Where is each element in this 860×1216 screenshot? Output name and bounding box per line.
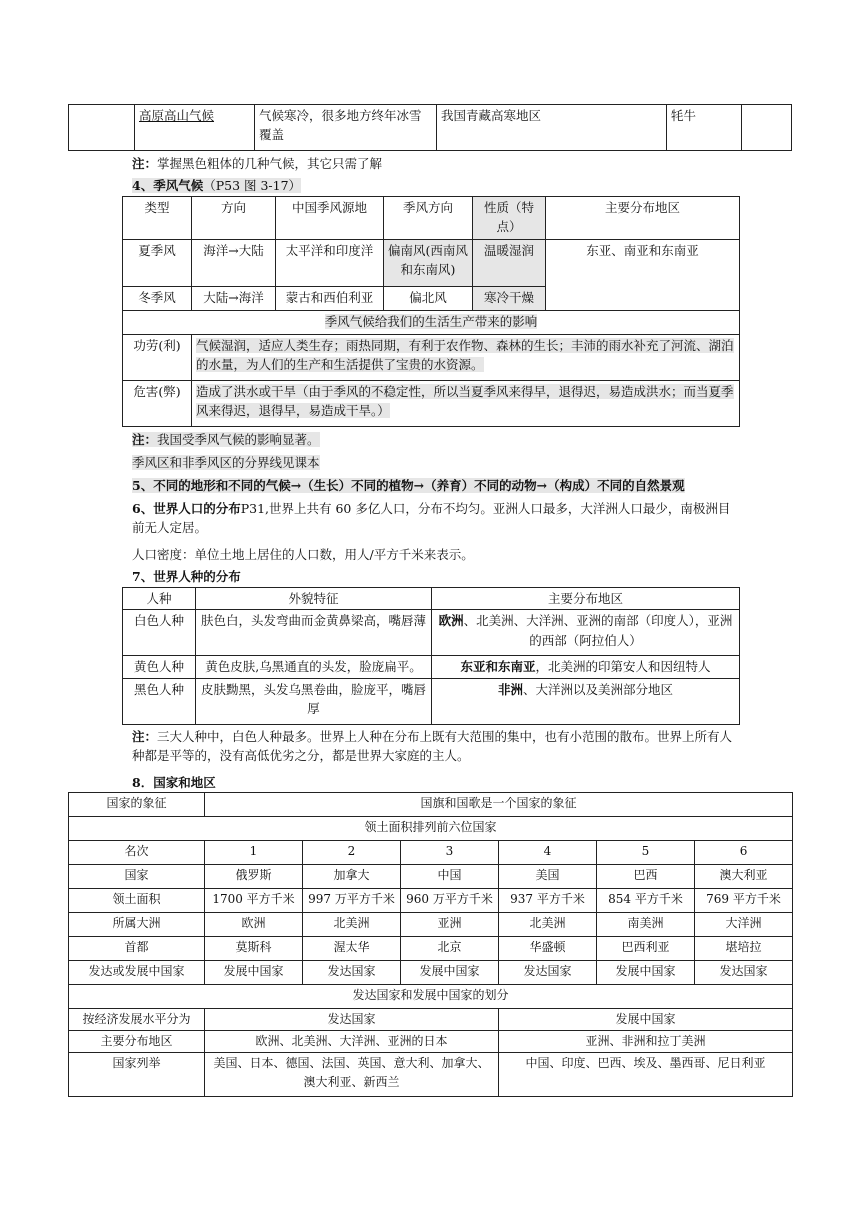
area-cell: 1700 平方千米	[205, 889, 303, 913]
continent-cell: 南美洲	[597, 913, 695, 937]
section-5: 5、不同的地形和不同的气候→（生长）不同的植物→（养育）不同的动物→（构成）不同的自然景观	[132, 478, 685, 493]
race-white-region: 欧洲、北美洲、大洋洲、亚洲的南部（印度人），亚洲的西部（阿拉伯人）	[432, 610, 740, 656]
div-developed: 发达国家	[205, 1009, 499, 1031]
capital-cell: 华盛顿	[499, 937, 597, 961]
div-developing: 发展中国家	[499, 1009, 793, 1031]
row-label: 发达或发展中国家	[69, 961, 205, 985]
status-cell: 发达国家	[695, 961, 793, 985]
capital-cell: 渥太华	[303, 937, 401, 961]
rank-cell: 3	[401, 841, 499, 865]
winter-nature: 寒冷干燥	[473, 287, 546, 311]
climate-region: 我国青藏高寒地区	[437, 105, 667, 151]
rank-label: 名次	[69, 841, 205, 865]
winter-direction: 大陆→海洋	[192, 287, 276, 311]
header-direction: 方向	[192, 197, 276, 240]
empty-cell	[742, 105, 792, 151]
area-cell: 960 万平方千米	[401, 889, 499, 913]
status-cell: 发展中国家	[597, 961, 695, 985]
header-wind-direction: 季风方向	[384, 197, 473, 240]
race-yellow: 黄色人种	[123, 656, 196, 678]
boundary-line: 季风区和非季风区的分界线见课本	[132, 455, 320, 470]
country-cell: 加拿大	[303, 865, 401, 889]
density-definition: 人口密度：单位土地上居住的人口数，用人/平方千米来表示。	[132, 547, 474, 562]
area-cell: 937 平方千米	[499, 889, 597, 913]
winter-source: 蒙古和西伯利亚	[276, 287, 384, 311]
header-region: 主要分布地区	[546, 197, 740, 240]
country-cell: 澳大利亚	[695, 865, 793, 889]
empty-cell	[69, 105, 135, 151]
symbol-label: 国家的象征	[69, 793, 205, 817]
section-7-title: 7、世界人种的分布	[132, 569, 241, 584]
harm-text: 造成了洪水或干旱（由于季风的不稳定性，所以当夏季风来得早，退得迟，易造成洪水；而当夏季风来得迟，退得早，易造成干旱。）	[192, 381, 740, 427]
div-developed: 美国、日本、德国、法国、英国、意大利、加拿大、澳大利亚、新西兰	[205, 1053, 499, 1097]
row-label: 首都	[69, 937, 205, 961]
section-6: 6、世界人口的分布P31,世界上共有 60 多亿人口，分布不均匀。亚洲人口最多，大洋洲人口最少，南极洲目前无人定居。	[132, 501, 731, 536]
continent-cell: 北美洲	[499, 913, 597, 937]
climate-feature: 气候寒冷，很多地方终年冰雪覆盖	[255, 105, 437, 151]
summer-nature: 温暖湿润	[473, 240, 546, 287]
climate-table-tail	[68, 104, 792, 151]
note-climate: 注：掌握黑色粗体的几种气候，其它只需了解	[132, 156, 383, 171]
note-races: 注：三大人种中，白色人种最多。世界上人种在分布上既有大范围的集中，也有小范围的散布。世界上所有人种都是平等的，没有高低优劣之分，都是世界大家庭的主人。	[132, 729, 733, 764]
rank-cell: 1	[205, 841, 303, 865]
section-8-title: 8．国家和地区	[132, 775, 216, 790]
div-label: 国家列举	[69, 1053, 205, 1097]
impact-title: 季风气候给我们的生活生产带来的影响	[123, 311, 740, 335]
rank-cell: 5	[597, 841, 695, 865]
header-source: 中国季风源地	[276, 197, 384, 240]
country-cell: 俄罗斯	[205, 865, 303, 889]
header-distribution: 主要分布地区	[432, 588, 740, 610]
status-cell: 发达国家	[303, 961, 401, 985]
races-table	[122, 587, 740, 725]
rank-cell: 6	[695, 841, 793, 865]
top6-title: 领土面积排列前六位国家	[69, 817, 793, 841]
rank-cell: 4	[499, 841, 597, 865]
merit-text: 气候湿润，适应人类生存；雨热同期，有利于农作物、森林的生长；丰沛的雨水补充了河流、湖泊的水量，为人们的生产和生活提供了宝贵的水资源。	[192, 335, 740, 381]
continent-cell: 大洋洲	[695, 913, 793, 937]
summer-wind: 偏南风(西南风和东南风)	[384, 240, 473, 287]
area-cell: 997 万平方千米	[303, 889, 401, 913]
area-cell: 769 平方千米	[695, 889, 793, 913]
row-label: 领土面积	[69, 889, 205, 913]
summer-direction: 海洋→大陆	[192, 240, 276, 287]
div-developed: 欧洲、北美洲、大洋洲、亚洲的日本	[205, 1031, 499, 1053]
div-developing: 中国、印度、巴西、埃及、墨西哥、尼日利亚	[499, 1053, 793, 1097]
area-cell: 854 平方千米	[597, 889, 695, 913]
harm-label: 危害(弊)	[123, 381, 192, 427]
monsoon-table	[122, 196, 740, 427]
winter-wind: 偏北风	[384, 287, 473, 311]
capital-cell: 巴西利亚	[597, 937, 695, 961]
summer-type: 夏季风	[123, 240, 192, 287]
symbol-text: 国旗和国歌是一个国家的象征	[205, 793, 793, 817]
header-race: 人种	[123, 588, 196, 610]
race-yellow-feature: 黄色皮肤,乌黑通直的头发，脸庞扁平。	[196, 656, 432, 678]
div-label: 按经济发展水平分为	[69, 1009, 205, 1031]
continent-cell: 欧洲	[205, 913, 303, 937]
merit-label: 功劳(利)	[123, 335, 192, 381]
division-title: 发达国家和发展中国家的划分	[69, 985, 793, 1009]
header-appearance: 外貌特征	[196, 588, 432, 610]
summer-source: 太平洋和印度洋	[276, 240, 384, 287]
capital-cell: 堪培拉	[695, 937, 793, 961]
race-black: 黑色人种	[123, 678, 196, 724]
continent-cell: 北美洲	[303, 913, 401, 937]
country-cell: 中国	[401, 865, 499, 889]
climate-animal: 牦牛	[667, 105, 742, 151]
monsoon-region: 东亚、南亚和东南亚	[546, 240, 740, 311]
winter-type: 冬季风	[123, 287, 192, 311]
race-yellow-region: 东亚和东南亚，北美洲的印第安人和因纽特人	[432, 656, 740, 678]
status-cell: 发达国家	[499, 961, 597, 985]
continent-cell: 亚洲	[401, 913, 499, 937]
capital-cell: 莫斯科	[205, 937, 303, 961]
row-label: 国家	[69, 865, 205, 889]
rank-cell: 2	[303, 841, 401, 865]
div-developing: 亚洲、非洲和拉丁美洲	[499, 1031, 793, 1053]
section-4-title: 4、季风气候（P53 图 3-17）	[132, 178, 302, 193]
country-cell: 美国	[499, 865, 597, 889]
header-type: 类型	[123, 197, 192, 240]
country-cell: 巴西	[597, 865, 695, 889]
row-label: 所属大洲	[69, 913, 205, 937]
div-label: 主要分布地区	[69, 1031, 205, 1053]
climate-name: 高原高山气候	[135, 105, 255, 151]
header-nature: 性质（特点）	[473, 197, 546, 240]
note-monsoon: 注：我国受季风气候的影响显著。	[132, 432, 320, 447]
countries-table	[68, 792, 793, 1097]
race-black-feature: 皮肤黝黑，头发乌黑卷曲，脸庞平，嘴唇厚	[196, 678, 432, 724]
race-white: 白色人种	[123, 610, 196, 656]
race-black-region: 非洲、大洋洲以及美洲部分地区	[432, 678, 740, 724]
capital-cell: 北京	[401, 937, 499, 961]
status-cell: 发展中国家	[401, 961, 499, 985]
status-cell: 发展中国家	[205, 961, 303, 985]
race-white-feature: 肤色白，头发弯曲而金黄鼻梁高，嘴唇薄	[196, 610, 432, 656]
